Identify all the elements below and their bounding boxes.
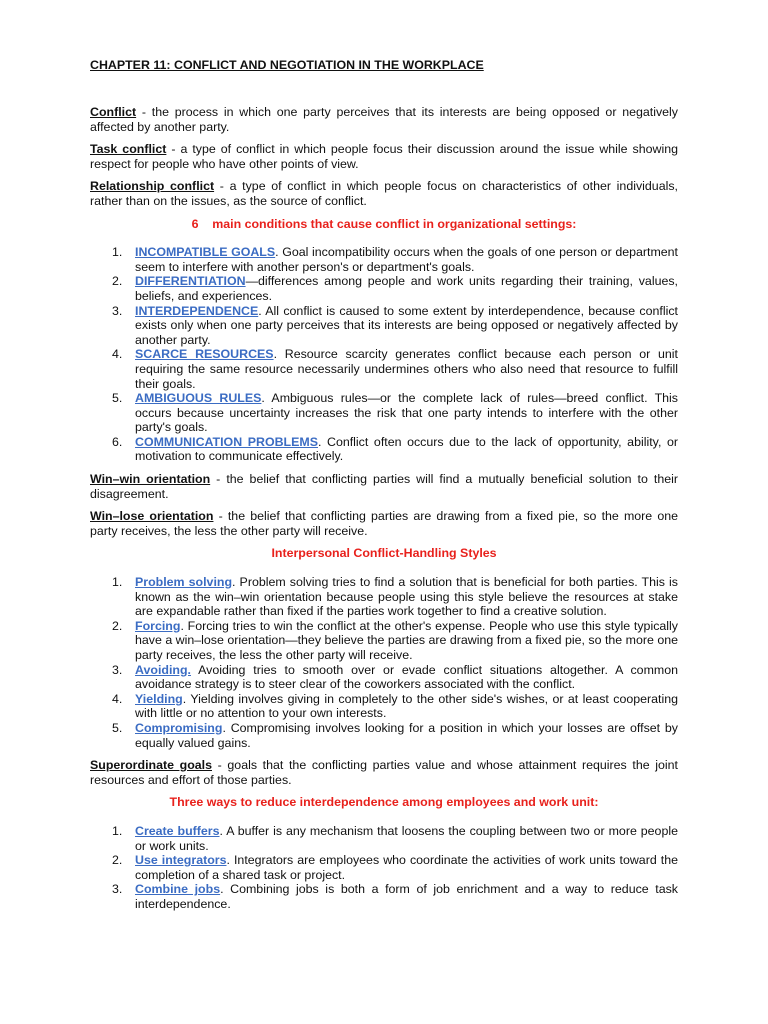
list-item-text: . Yielding involves giving in completely to the other side's wishes, or at least cooperating with little or no attention to your own interests. bbox=[135, 691, 678, 721]
definition-paragraph bbox=[90, 472, 678, 501]
list-number: 1. bbox=[112, 823, 123, 838]
condition-link[interactable]: SCARCE RESOURCES bbox=[135, 347, 274, 362]
list-number: 1. bbox=[112, 575, 123, 590]
definitions-bottom bbox=[90, 758, 678, 787]
definition-text: - the process in which one party perceives that its interests are being opposed or negatively affected by another party. bbox=[90, 105, 678, 134]
definition-term: Conflict bbox=[90, 105, 137, 119]
definition-term: Win–win orientation bbox=[90, 472, 211, 487]
way-link[interactable]: Use integrators bbox=[135, 853, 227, 868]
style-link[interactable]: Compromising bbox=[135, 720, 223, 735]
list-number: 1. bbox=[112, 245, 123, 260]
list-item-text: . Conflict often occurs due to the lack of opportunity, ability, or motivation to communicate effectively. bbox=[135, 434, 678, 464]
section-heading-conditions: 6 main conditions that cause conflict in organizational settings: bbox=[191, 216, 577, 231]
list-item bbox=[90, 435, 678, 464]
way-link[interactable]: Create buffers bbox=[135, 823, 220, 838]
condition-link[interactable]: INTERDEPENDENCE bbox=[135, 303, 259, 318]
list-item bbox=[90, 245, 678, 274]
list-number: 2. bbox=[112, 853, 123, 868]
section-heading-ways: Three ways to reduce interdependence among employees and work unit: bbox=[169, 795, 599, 810]
list-item bbox=[90, 824, 678, 853]
chapter-title: CHAPTER 11: CONFLICT AND NEGOTIATION IN THE WORKPLACE bbox=[90, 58, 484, 72]
list-item bbox=[90, 619, 678, 663]
list-item bbox=[90, 882, 678, 911]
way-link[interactable]: Combine jobs bbox=[135, 882, 221, 897]
list-number: 3. bbox=[112, 303, 123, 318]
definition-text: - a type of conflict in which people focus on characteristics of other individuals, rather than on the issues, as the source of conflict. bbox=[90, 179, 678, 208]
list-number: 2. bbox=[112, 274, 123, 289]
list-item-text: . Combining jobs is both a form of job enrichment and a way to reduce task interdependence. bbox=[135, 882, 679, 911]
style-link[interactable]: Problem solving bbox=[135, 575, 233, 590]
list-item-text: —differences among people and work units regarding their training, values, beliefs, and experiences. bbox=[135, 274, 678, 303]
list-item-text: . Problem solving tries to find a solution that is beneficial for both parties. This is known as the win–win orientation because people using this style believe the resources at stake are expandable rather than fixed if the parties work together to find a creative solution. bbox=[135, 575, 678, 619]
list-item-text: . Integrators are employees who coordinate the activities of work units toward the completion of a shared task or project. bbox=[135, 853, 678, 882]
list-item-text: . Compromising involves looking for a position in which your losses are offset by equally valued gains. bbox=[135, 720, 678, 750]
definition-text: - a type of conflict in which people focus their discussion around the issue while showing respect for people who have other points of view. bbox=[90, 142, 678, 171]
definition-paragraph bbox=[90, 142, 678, 171]
conditions-list bbox=[90, 245, 678, 464]
styles-list bbox=[90, 575, 678, 750]
definition-term: Relationship conflict bbox=[90, 179, 215, 194]
condition-link[interactable]: INCOMPATIBLE GOALS bbox=[135, 245, 276, 260]
definition-text: - the belief that conflicting parties are drawing from a fixed pie, so the more one party receives, the less the other party will receive. bbox=[90, 509, 678, 538]
definition-paragraph bbox=[90, 758, 678, 787]
definition-term: Superordinate goals bbox=[90, 758, 212, 773]
definition-term: Win–lose orientation bbox=[90, 509, 214, 524]
list-item bbox=[90, 853, 678, 882]
list-number: 5. bbox=[112, 720, 123, 735]
condition-link[interactable]: COMMUNICATION PROBLEMS bbox=[135, 434, 318, 449]
list-item bbox=[90, 304, 678, 348]
list-item bbox=[90, 391, 678, 435]
list-number: 3. bbox=[112, 882, 123, 897]
list-number: 6. bbox=[112, 434, 123, 449]
definition-text: - goals that the conflicting parties value and whose attainment requires the joint resources and effort of those parties. bbox=[90, 758, 678, 787]
list-number: 4. bbox=[112, 347, 123, 362]
list-item bbox=[90, 663, 678, 692]
document-body bbox=[90, 105, 678, 920]
definition-paragraph bbox=[90, 509, 678, 538]
list-number: 2. bbox=[112, 618, 123, 633]
list-number: 4. bbox=[112, 691, 123, 706]
definitions-top bbox=[90, 105, 678, 209]
list-item-text: . Goal incompatibility occurs when the goals of one person or department seem to interfere with another person's or department's goals. bbox=[135, 245, 678, 274]
list-item-text: . A buffer is any mechanism that loosens the coupling between two or more people or work units. bbox=[135, 823, 678, 853]
condition-link[interactable]: DIFFERENTIATION bbox=[135, 274, 246, 289]
style-link[interactable]: Forcing bbox=[135, 618, 181, 633]
list-item-text: . Forcing tries to win the conflict at the other's expense. People who use this style typically have a win–lose orientation—they believe the parties are drawing from a fixed pie, so the more one party receives, the less the other party will receive. bbox=[135, 618, 678, 662]
list-item-text: . All conflict is caused to some extent by interdependence, because conflict exists only when one party perceives that its interests are being opposed or negatively affected by another party. bbox=[135, 303, 678, 347]
definition-paragraph bbox=[90, 179, 678, 208]
list-item bbox=[90, 721, 678, 750]
list-number: 5. bbox=[112, 391, 123, 406]
list-item-text: Avoiding tries to smooth over or evade conflict situations altogether. A common avoidance strategy is to steer clear of the coworkers associated with the conflict. bbox=[135, 662, 678, 692]
style-link[interactable]: Avoiding. bbox=[135, 662, 191, 677]
list-number: 3. bbox=[112, 662, 123, 677]
condition-link[interactable]: AMBIGUOUS RULES bbox=[135, 391, 262, 406]
list-item bbox=[90, 347, 678, 391]
list-item-text: . Resource scarcity generates conflict because each person or unit requiring the same resource necessarily undermines others who also need that resource to fulfill their goals. bbox=[135, 347, 678, 391]
definition-term: Task conflict bbox=[90, 142, 167, 157]
list-item bbox=[90, 692, 678, 721]
list-item-text: . Ambiguous rules—or the complete lack of rules—breed conflict. This occurs because uncertainty increases the risk that one party intends to interfere with the other party's goals. bbox=[135, 391, 678, 435]
definition-text: - the belief that conflicting parties will find a mutually beneficial solution to their disagreement. bbox=[90, 472, 678, 501]
section-heading-styles: Interpersonal Conflict-Handling Styles bbox=[271, 546, 497, 561]
ways-list bbox=[90, 824, 678, 912]
definitions-mid bbox=[90, 472, 678, 538]
list-item bbox=[90, 274, 678, 303]
style-link[interactable]: Yielding bbox=[135, 691, 183, 706]
list-item bbox=[90, 575, 678, 619]
definition-paragraph bbox=[90, 105, 678, 134]
